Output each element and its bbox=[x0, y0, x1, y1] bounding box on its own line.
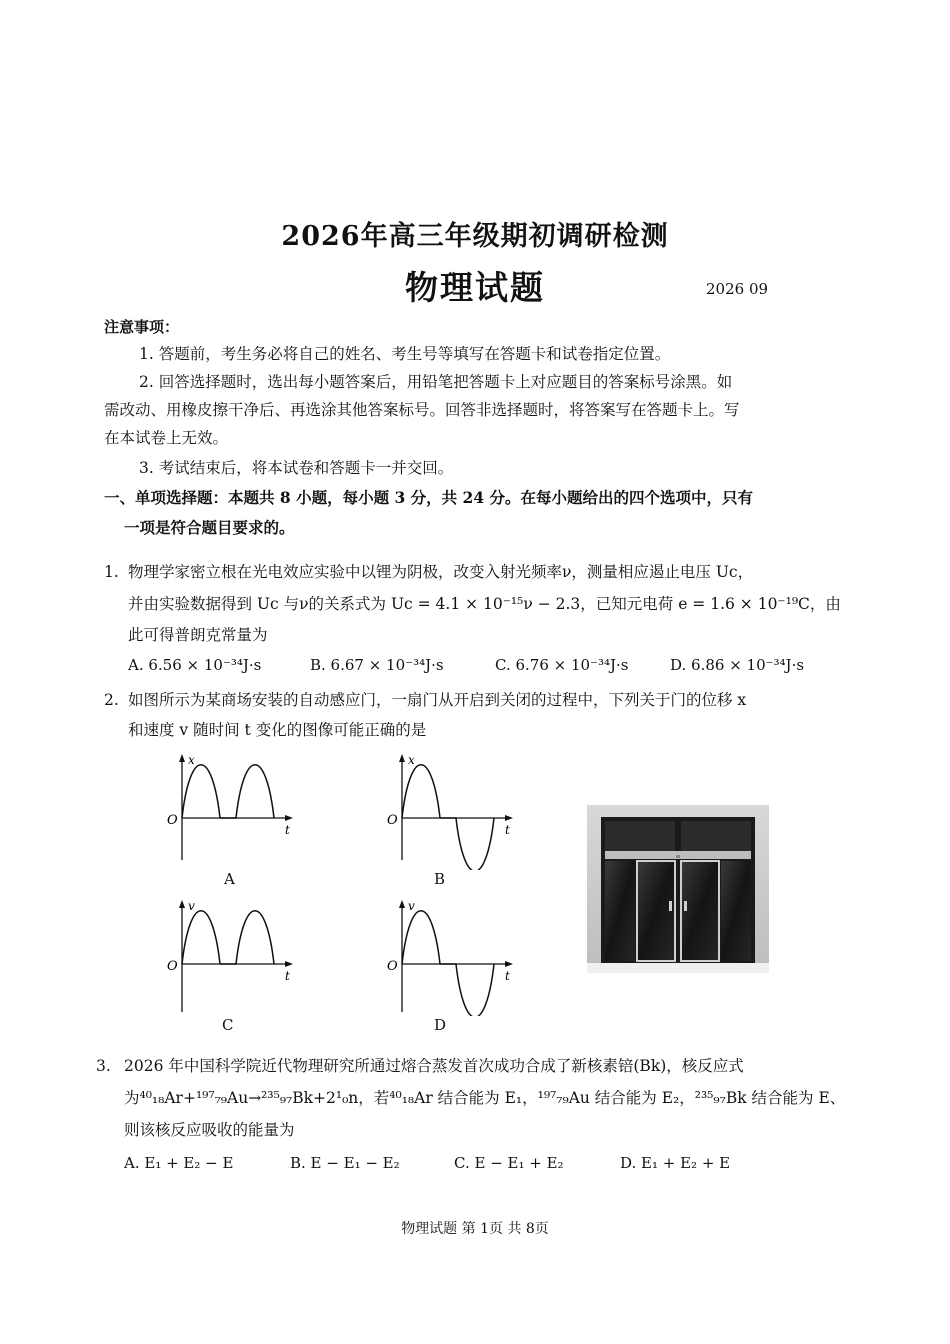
graph-d-label: D bbox=[434, 1016, 447, 1034]
page-footer: 物理试题 第 1页 共 8页 bbox=[401, 1221, 549, 1237]
graph-d-y-label: v bbox=[408, 899, 415, 913]
q1-line-2: 并由实验数据得到 Uc 与ν的关系式为 Uc = 4.1 × 10⁻¹⁵ν − 2.3，已知元电荷 e = 1.6 × 10⁻¹⁹C，由 bbox=[128, 595, 841, 613]
q3-option-d: D. E₁ + E₂ + E bbox=[620, 1154, 731, 1172]
notice-item-2-line-1: 2. 回答选择题时，选出每小题答案后，用铅笔把答题卡上对应题目的答案标号涂黑。如 bbox=[139, 373, 733, 391]
q1-line-1: 物理学家密立根在光电效应实验中以锂为阴极，改变入射光频率ν，测量相应遏止电压 Uc， bbox=[128, 563, 754, 581]
q3-number: 3. bbox=[96, 1057, 111, 1075]
graph-a bbox=[160, 752, 300, 870]
graph-c-origin: O bbox=[167, 959, 178, 974]
graph-a-label: A bbox=[224, 870, 235, 888]
graph-b bbox=[380, 752, 520, 870]
graph-d-origin: O bbox=[387, 959, 398, 974]
q3-line-3: 则该核反应吸收的能量为 bbox=[124, 1121, 295, 1139]
q1-option-b: B. 6.67 × 10⁻³⁴J·s bbox=[310, 656, 444, 674]
q2-line-2: 和速度 v 随时间 t 变化的图像可能正确的是 bbox=[128, 721, 427, 739]
notice-heading: 注意事项： bbox=[104, 318, 180, 336]
q3-line-1: 2026 年中国科学院近代物理研究所通过熔合蒸发首次成功合成了新核素锫(Bk)，核反应式 bbox=[124, 1057, 744, 1075]
q3-option-c: C. E − E₁ + E₂ bbox=[454, 1154, 564, 1172]
notice-item-1: 1. 答题前，考生务必将自己的姓名、考生号等填写在答题卡和试卷指定位置。 bbox=[139, 345, 671, 363]
graph-b-y-label: x bbox=[408, 753, 415, 767]
section-heading-line-1: 一、单项选择题：本题共 8 小题，每小题 3 分，共 24 分。在每小题给出的四个选项中，只有 bbox=[104, 488, 754, 507]
graph-b-label: B bbox=[434, 870, 446, 888]
automatic-door-photo bbox=[587, 805, 769, 973]
q2-number: 2. bbox=[104, 691, 119, 709]
q1-number: 1. bbox=[104, 563, 119, 581]
q3-line-2: 为⁴⁰₁₈Ar+¹⁹⁷₇₉Au→²³⁵₉₇Bk+2¹₀n，若⁴⁰₁₈Ar 结合能为 E₁，¹⁹⁷₇₉Au 结合能为 E₂，²³⁵₉₇Bk 结合能为 E、 bbox=[124, 1089, 846, 1107]
q1-option-c: C. 6.76 × 10⁻³⁴J·s bbox=[495, 656, 629, 674]
graph-d bbox=[380, 898, 520, 1016]
graph-c-x-label: t bbox=[285, 969, 290, 983]
graph-a-x-label: t bbox=[285, 823, 290, 837]
graph-c-y-label: v bbox=[188, 899, 195, 913]
q1-option-d: D. 6.86 × 10⁻³⁴J·s bbox=[670, 656, 805, 674]
exam-date: 2026 09 bbox=[706, 280, 769, 298]
graph-c-label: C bbox=[222, 1016, 234, 1034]
q2-line-1: 如图所示为某商场安装的自动感应门，一扇门从开启到关闭的过程中，下列关于门的位移 x bbox=[128, 691, 747, 709]
section-heading-line-2: 一项是符合题目要求的。 bbox=[124, 518, 295, 537]
notice-item-3: 3. 考试结束后，将本试卷和答题卡一并交回。 bbox=[139, 459, 454, 477]
graph-d-x-label: t bbox=[505, 969, 510, 983]
graph-a-y-label: x bbox=[188, 753, 195, 767]
notice-item-2-line-2: 需改动、用橡皮擦干净后、再选涂其他答案标号。回答非选择题时，将答案写在答题卡上。写 bbox=[104, 401, 740, 419]
graph-c bbox=[160, 898, 300, 1016]
q1-option-a: A. 6.56 × 10⁻³⁴J·s bbox=[128, 656, 262, 674]
q3-option-b: B. E − E₁ − E₂ bbox=[290, 1154, 400, 1172]
exam-title: 2026年高三年级期初调研检测 bbox=[281, 221, 669, 252]
graph-b-x-label: t bbox=[505, 823, 510, 837]
graph-a-origin: O bbox=[167, 813, 178, 828]
subject-title: 物理试题 bbox=[405, 268, 545, 307]
notice-item-2-line-3: 在本试卷上无效。 bbox=[104, 429, 229, 447]
q1-line-3: 此可得普朗克常量为 bbox=[128, 626, 268, 644]
graph-b-origin: O bbox=[387, 813, 398, 828]
q3-option-a: A. E₁ + E₂ − E bbox=[124, 1154, 234, 1172]
